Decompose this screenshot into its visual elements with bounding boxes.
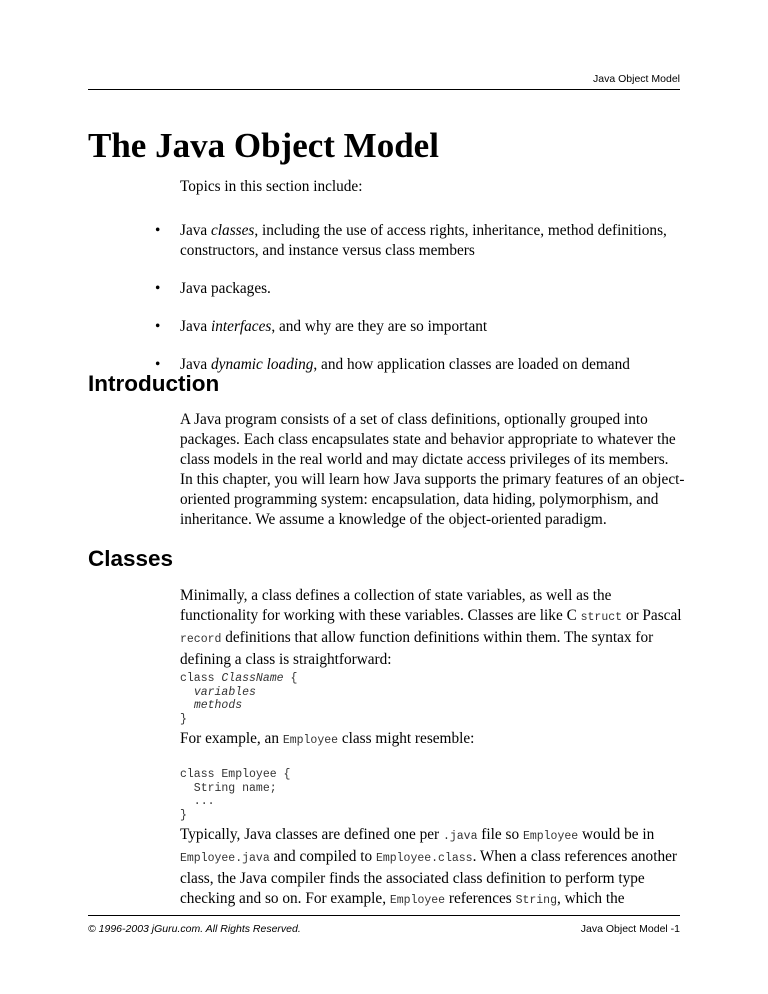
list-item: • Java classes, including the use of access rights, inheritance, method definitions, constructors, and instance versus class members <box>155 222 667 259</box>
footer-page-number: Java Object Model -1 <box>580 923 680 935</box>
topics-list <box>155 221 685 375</box>
bullet-icon: • <box>155 280 161 297</box>
topics-intro: Topics in this section include: <box>180 178 363 195</box>
list-item: • Java packages. <box>155 280 271 297</box>
footer-copyright: © 1996-2003 jGuru.com. All Rights Reserved. <box>88 923 301 935</box>
code-block-example: class Employee { String name; ... } <box>180 768 291 822</box>
running-header: Java Object Model <box>593 73 680 85</box>
classes-paragraph-2: For example, an Employee class might resemble: <box>180 730 475 747</box>
introduction-paragraph: A Java program consists of a set of class definitions, optionally grouped into packages. Each class encapsulates state and behavior appropriate to whatever the class models in the real world and may dictate access privileges of its members. In this chapter, you will learn how Java supports the primary features of an object-oriented programming system: encapsulation, data hiding, polymorphism, and inheritance. We assume a knowledge of the object-oriented paradigm. <box>180 411 685 528</box>
header-rule <box>88 89 680 90</box>
classes-paragraph-3: Typically, Java classes are defined one per .java file so Employee would be in Employee.java and compiled to Employee.class. When a class references another class, the Java compiler finds the associated class definition to perform type checking and so on. For example, Employee references String, which the <box>180 826 677 907</box>
section-heading-classes: Classes <box>88 546 174 571</box>
bullet-icon: • <box>155 222 161 239</box>
bullet-icon: • <box>155 318 161 335</box>
classes-paragraph-1: Minimally, a class defines a collection of state variables, as well as the functionality for working with these variables. Classes are like C struct or Pascal record definitions that allow function definitions within them. The syntax for defining a class is straightforward: <box>180 587 682 668</box>
list-item: • Java dynamic loading, and how application classes are loaded on demand <box>155 356 630 373</box>
code-block-syntax: class ClassName { variables methods } <box>180 672 298 726</box>
page-title: The Java Object Model <box>88 126 439 165</box>
footer-rule <box>88 915 680 916</box>
bullet-icon: • <box>155 356 161 373</box>
list-item: • Java interfaces, and why are they are so important <box>155 318 488 335</box>
section-heading-introduction: Introduction <box>88 371 220 396</box>
